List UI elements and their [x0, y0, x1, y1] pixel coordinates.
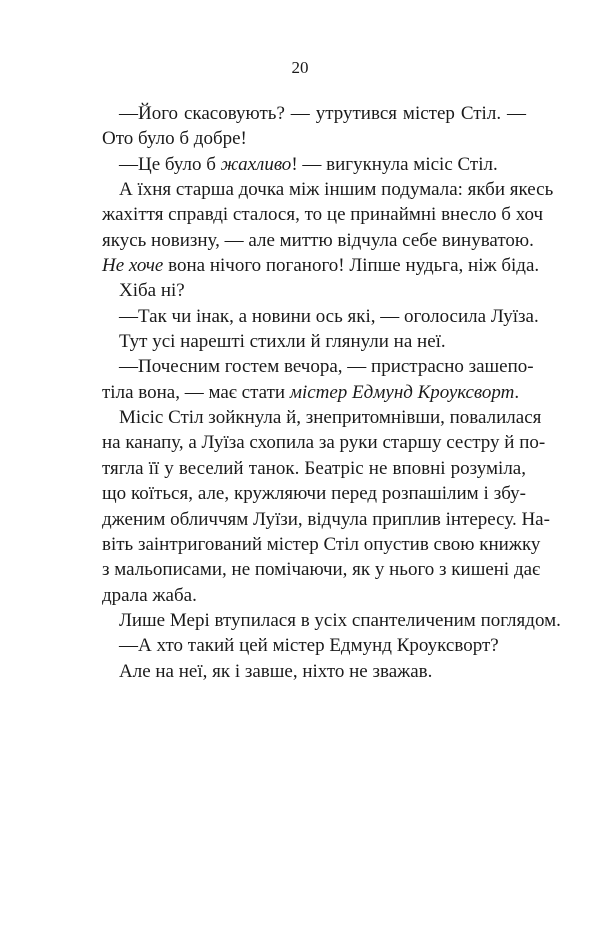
text-line — [102, 583, 526, 608]
text-segment: що коїться, але, кружляючи перед розпашілим і збу- — [102, 483, 526, 505]
text-line — [102, 304, 539, 329]
text-line — [102, 101, 526, 126]
text-line — [102, 380, 526, 405]
text-segment: тягла її у веселий танок. Беатріс не вповні розуміла, — [102, 457, 526, 479]
text-segment: якусь новизну, — але миттю відчула себе винуватою. — [102, 229, 534, 251]
text-line — [102, 481, 526, 506]
italic-text: містер Едмунд Кроуксворт — [289, 381, 515, 403]
text-segment: —А хто такий цей містер Едмунд Кроуксворт? — [119, 635, 499, 657]
text-line — [102, 456, 526, 481]
text-segment: драла жаба. — [102, 584, 197, 606]
text-segment: Лише Мері втупилася в усіх спантеличеним поглядом. — [119, 609, 561, 631]
text-line — [102, 507, 550, 532]
text-line — [102, 405, 542, 430]
text-segment: на канапу, а Луїза схопила за руки старшу сестру й по- — [102, 432, 546, 454]
text-line — [102, 659, 526, 684]
text-line — [102, 202, 544, 227]
body-text — [102, 101, 561, 684]
text-segment: —Це було б — [119, 153, 221, 175]
text-segment: —Так чи інак, а новини ось які, — оголосила Луїза. — [119, 305, 539, 327]
italic-text: Не хоче — [102, 255, 164, 277]
text-line — [102, 228, 534, 253]
text-line — [102, 354, 534, 379]
text-line — [102, 608, 561, 633]
text-segment: Але на неї, як і завше, ніхто не зважав. — [119, 660, 433, 682]
text-line — [102, 177, 554, 202]
text-line — [102, 152, 526, 177]
text-segment: Ото було б добре! — [102, 128, 247, 150]
text-segment: Хіба ні? — [119, 280, 185, 302]
text-segment: Тут усі нарешті стихли й глянули на неї. — [119, 331, 446, 353]
text-segment: Місіс Стіл зойкнула й, знепритомнівши, повалилася — [119, 407, 542, 429]
text-line — [102, 278, 526, 303]
text-segment: —Почесним гостем вечора, — пристрасно зашепо- — [119, 356, 534, 378]
text-line — [102, 532, 541, 557]
text-segment: дженим обличчям Луїзи, відчула приплив інтересу. На- — [102, 508, 550, 530]
text-segment: тіла вона, — має стати — [102, 381, 290, 403]
text-segment: з мальописами, не помічаючи, як у нього з кишені дає — [102, 559, 541, 581]
text-line — [102, 329, 526, 354]
text-segment: —Його скасовують? — утрутився містер Стіл. — — [119, 103, 526, 124]
text-line — [102, 430, 546, 455]
text-line — [102, 557, 541, 582]
page-number: 20 — [291, 58, 309, 77]
text-line — [102, 126, 526, 151]
italic-text: жахливо — [220, 153, 292, 175]
text-line — [102, 633, 526, 658]
text-line — [102, 253, 540, 278]
text-segment: вона нічого поганого! Ліпше нудьга, ніж біда. — [163, 255, 540, 277]
text-segment: ! — вигукнула місіс Стіл. — [291, 153, 498, 175]
text-segment: . — [514, 381, 520, 403]
text-segment: віть заінтригований містер Стіл опустив свою книжку — [102, 533, 541, 555]
text-segment: жахіття справді сталося, то це принаймні внесло б хоч — [102, 204, 544, 226]
text-segment: А їхня старша дочка між іншим подумала: якби якесь — [119, 179, 554, 201]
